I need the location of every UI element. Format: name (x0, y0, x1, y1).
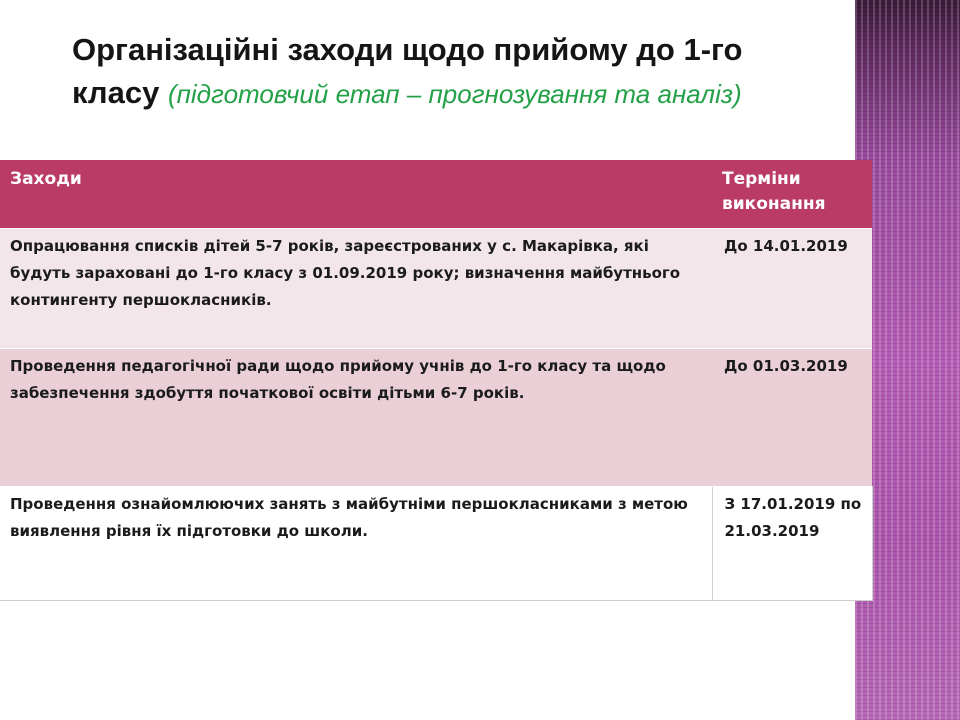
header-measures: Заходи (0, 160, 712, 228)
header-deadlines: Терміни виконання (712, 160, 872, 228)
measure-cell: Опрацювання списків дітей 5-7 років, зареєстрованих у с. Макарівка, які будуть зараховані до 1-го класу з 01.09.2019 року; визначення майбутнього контингенту першокласників. (0, 228, 712, 348)
measures-table (0, 160, 873, 601)
slide-title (72, 28, 792, 116)
table-header-row (0, 160, 872, 228)
deadline-cell: До 14.01.2019 (712, 228, 872, 348)
measure-cell: Проведення ознайомлюючих занять з майбутніми першокласниками з метою виявлення рівня їх підготовки до школи. (0, 486, 712, 600)
table-row (0, 228, 872, 348)
measure-cell: Проведення педагогічної ради щодо прийому учнів до 1-го класу та щодо забезпечення здобуття початкової освіти дітьми 6-7 років. (0, 348, 712, 486)
deadline-cell: З 17.01.2019 по 21.03.2019 (712, 486, 872, 600)
table-row (0, 486, 872, 600)
deadline-cell: До 01.03.2019 (712, 348, 872, 486)
slide-subtitle: (підготовчий етап – прогнозування та аналіз) (167, 79, 742, 109)
table-row (0, 348, 872, 486)
title-text: Організаційні заходи щодо прийому до 1-го класу (72, 32, 743, 110)
